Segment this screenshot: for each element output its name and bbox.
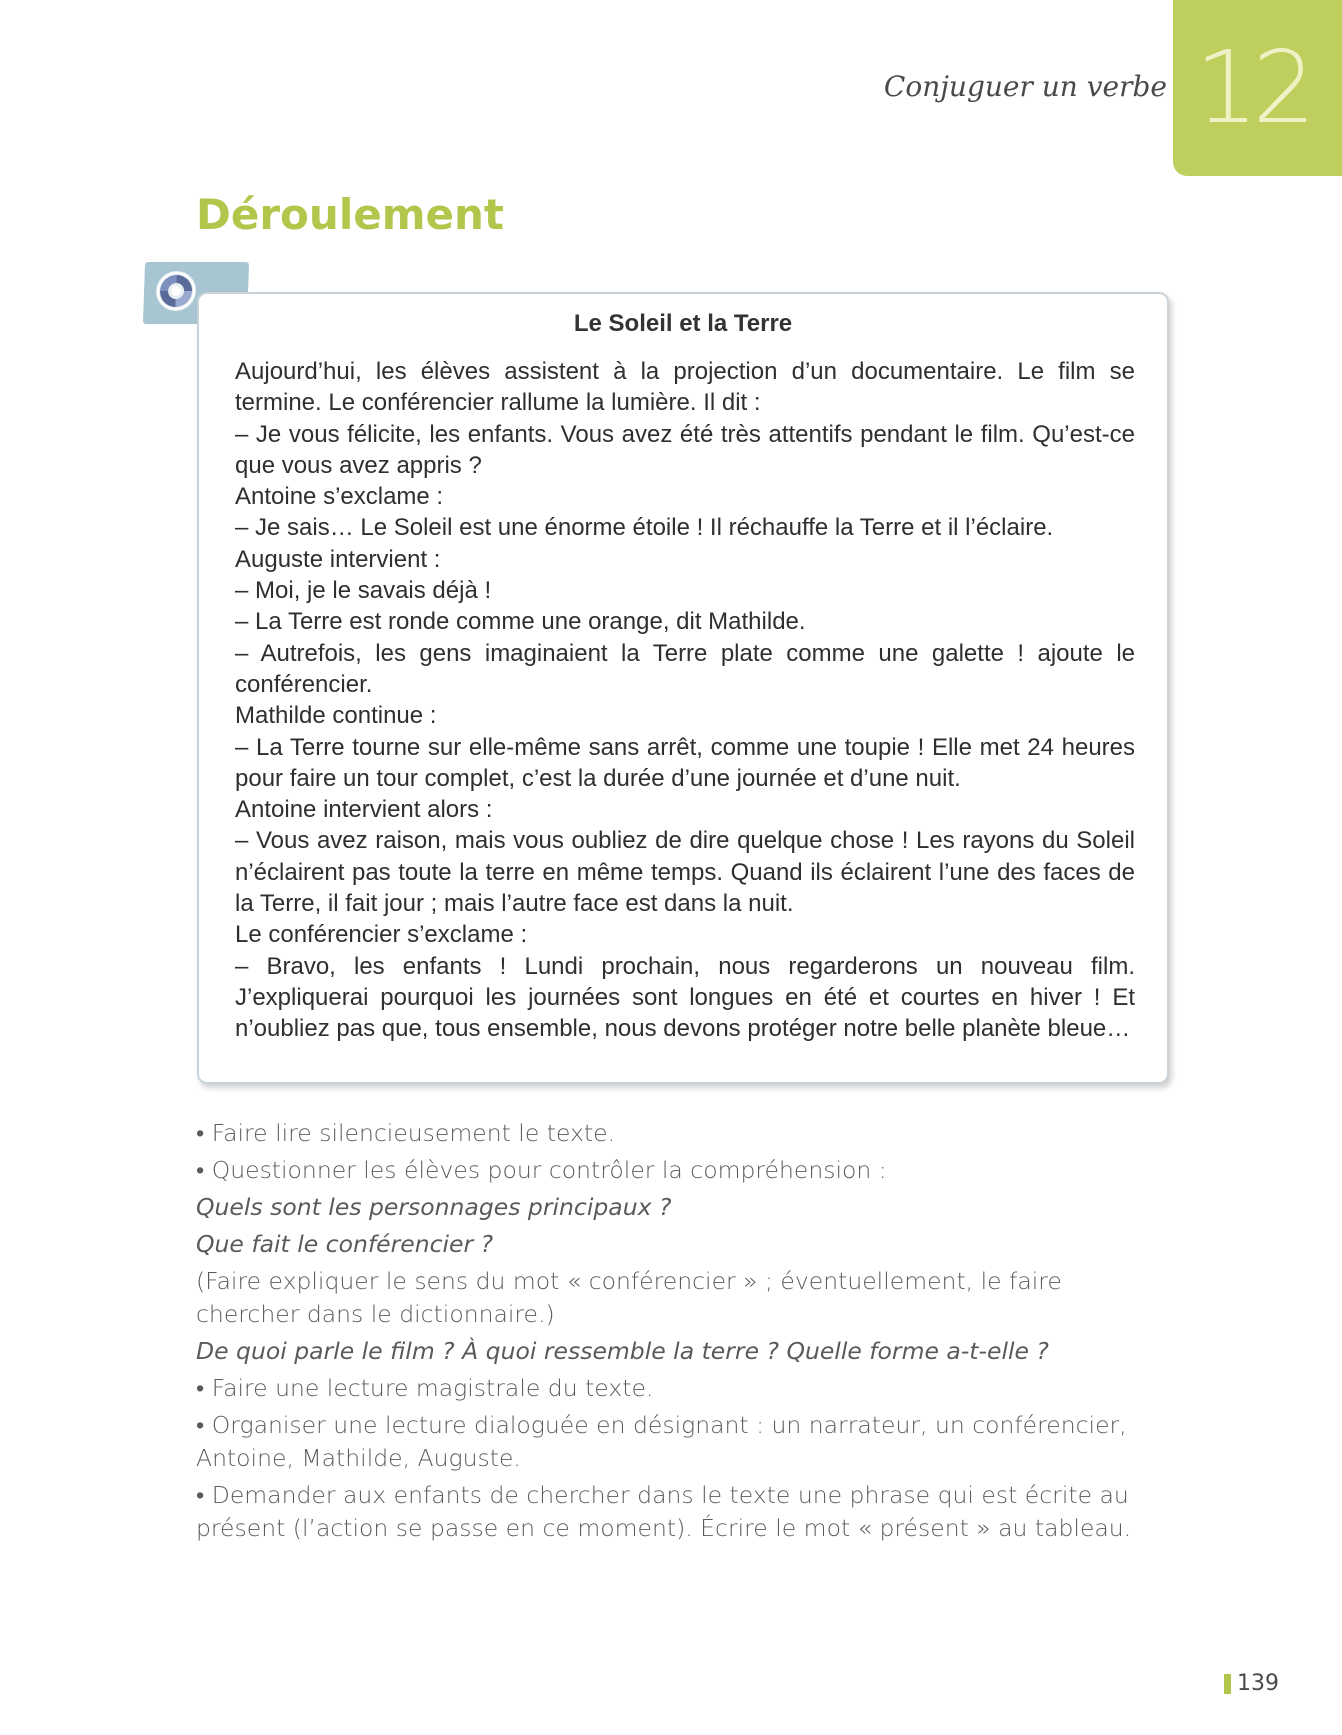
instruction-text: Organiser une lecture dialoguée en désignant : un narrateur, un conférencier, Antoine, Mathilde, Auguste.	[196, 1411, 1127, 1472]
chapter-number-tab	[1173, 0, 1342, 176]
instruction-item	[196, 1154, 1172, 1187]
audio-cd-icon[interactable]	[153, 269, 199, 313]
instruction-item	[196, 1479, 1172, 1545]
section-heading: Déroulement	[196, 190, 504, 239]
instruction-item	[196, 1117, 1172, 1150]
bullet: •	[196, 1411, 205, 1439]
instruction-text: Faire une lecture magistrale du texte.	[211, 1374, 654, 1402]
instruction-text: Faire lire silencieusement le texte.	[211, 1119, 616, 1147]
chapter-number: 12	[1194, 29, 1311, 146]
page-number: 139	[1237, 1671, 1279, 1696]
comprehension-question: De quoi parle le film ? À quoi ressemble la terre ? Quelle forme a-t-elle ?	[196, 1337, 1049, 1365]
instruction-item	[196, 1372, 1172, 1405]
reading-paragraph: – Vous avez raison, mais vous oubliez de dire quelque chose ! Les rayons du Soleil n’éclairent pas toute la terre en même temps. Quand ils éclairent l’une des faces de la Terre, il fait jour ; mais l’autre face est dans la nuit.	[235, 827, 1135, 918]
reading-paragraph: Mathilde continue :	[235, 702, 437, 730]
page-marker	[1224, 1674, 1231, 1694]
reading-paragraph: Aujourd’hui, les élèves assistent à la projection d’un documentaire. Le film se termine. Le conférencier rallume la lumière. Il dit :	[235, 358, 1135, 417]
bullet: •	[196, 1374, 205, 1402]
bullet: •	[196, 1156, 205, 1184]
reading-paragraph: – Autrefois, les gens imaginaient la Terre plate comme une galette ! ajoute le conférencier.	[235, 639, 1135, 698]
reading-paragraph: – Moi, je le savais déjà !	[235, 577, 492, 605]
bullet: •	[196, 1481, 205, 1509]
reading-paragraph: – Bravo, les enfants ! Lundi prochain, nous regarderons un nouveau film. J’expliquerai pourquoi les journées sont longues en été et courtes en hiver ! Et n’oubliez pas que, tous ensemble, nous devons protéger notre belle planète bleue…	[235, 952, 1135, 1043]
instruction-item	[196, 1409, 1172, 1475]
reading-title: Le Soleil et la Terre	[573, 310, 793, 337]
reading-paragraph: – La Terre tourne sur elle-même sans arrêt, comme une toupie ! Elle met 24 heures pour faire un tour complet, c’est la durée d’une journée et d’une nuit.	[235, 733, 1135, 792]
instruction-note: (Faire expliquer le sens du mot « conférencier » ; éventuellement, le faire chercher dans le dictionnaire.)	[196, 1267, 1062, 1328]
reading-paragraph: Antoine s’exclame :	[235, 483, 444, 511]
comprehension-question: Que fait le conférencier ?	[196, 1230, 494, 1258]
reading-paragraph: – Je sais… Le Soleil est une énorme étoile ! Il réchauffe la Terre et il l’éclaire.	[235, 514, 1054, 542]
reading-text	[235, 356, 1135, 1045]
reading-text-box	[197, 292, 1169, 1084]
instruction-text: Questionner les élèves pour contrôler la compréhension :	[211, 1156, 887, 1184]
reading-paragraph: Antoine intervient alors :	[235, 796, 493, 824]
comprehension-question: Quels sont les personnages principaux ?	[196, 1193, 672, 1221]
chapter-title: Conjuguer un verbe	[883, 70, 1167, 103]
page-footer	[1224, 1671, 1279, 1696]
reading-paragraph: Le conférencier s’exclame :	[235, 921, 528, 949]
reading-paragraph: – La Terre est ronde comme une orange, dit Mathilde.	[235, 608, 806, 636]
bullet: •	[196, 1119, 205, 1147]
teacher-instructions	[196, 1117, 1172, 1549]
instruction-text: Demander aux enfants de chercher dans le texte une phrase qui est écrite au présent (l’action se passe en ce moment). Écrire le mot « présent » au tableau.	[196, 1481, 1132, 1542]
reading-paragraph: – Je vous félicite, les enfants. Vous avez été très attentifs pendant le film. Qu’est-ce que vous avez appris ?	[235, 420, 1135, 479]
reading-paragraph: Auguste intervient :	[235, 545, 441, 573]
